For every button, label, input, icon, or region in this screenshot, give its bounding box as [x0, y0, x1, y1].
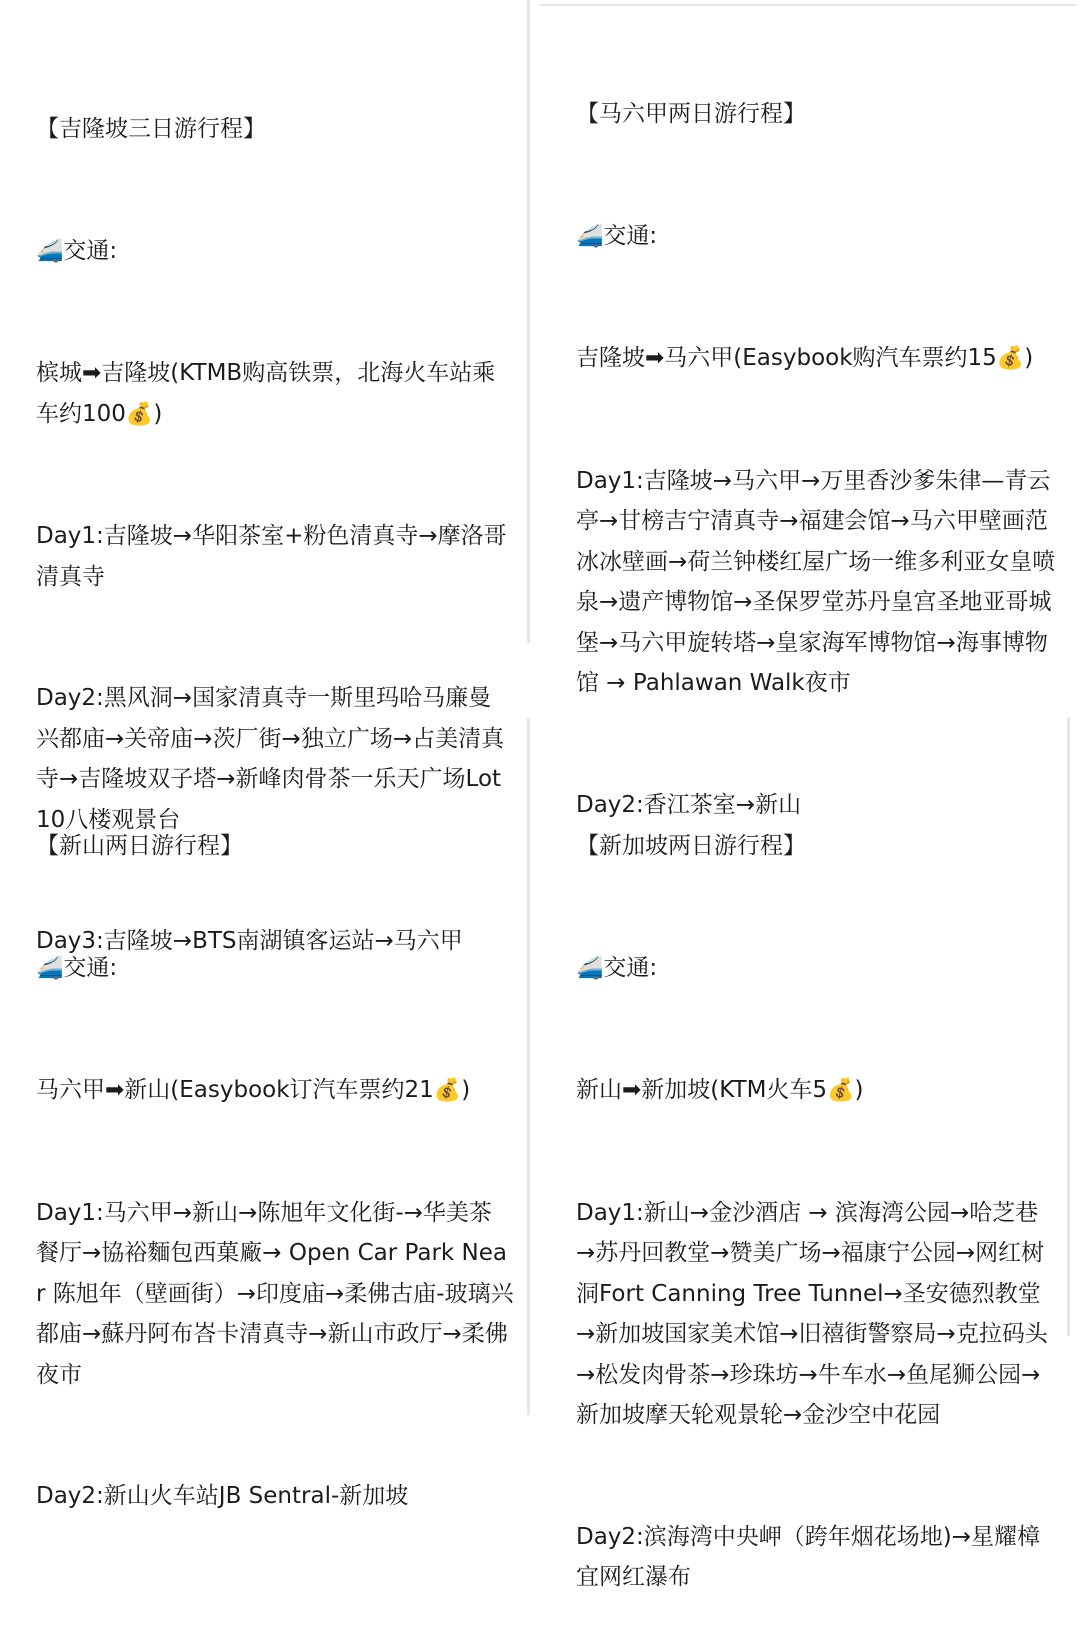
day-1-plan: Day1:新山→金沙酒店 → 滨海湾公园→哈芝巷→苏丹回教堂→赞美广场→福康宁公园→网红树洞Fort Canning Tree Tunnel→圣安德烈教堂→新加坡国家美术馆→旧禧街警察局→克拉码头→松发肉骨茶→珍珠坊→牛车水→鱼尾狮公园→新加坡摩天轮观景轮→金沙空中花园 [576, 1199, 1048, 1428]
money-bag-icon: 💰 [433, 1078, 462, 1103]
transport-label: 交通: [603, 954, 658, 981]
day-1-plan: Day1:马六甲→新山→陈旭年文化街-→华美茶餐厅→協裕麵包西菓廠→ Open Car Park Near 陈旭年（壁画街）→印度庙→柔佛古庙-玻璃兴都庙→蘇丹阿布峇卡清真寺→新山市政厅→柔佛夜市 [36, 1199, 514, 1388]
johor-bahru-itinerary [36, 745, 514, 1557]
transport-label: 交通: [603, 222, 658, 249]
itinerary-title: 【新山两日游行程】 [36, 833, 243, 859]
top-right-edge-line [540, 4, 1076, 6]
bottom-right-edge-divider [1067, 718, 1070, 1336]
train-icon: 🚄 [576, 955, 604, 981]
bottom-center-divider [527, 718, 530, 1415]
money-bag-icon: 💰 [125, 401, 154, 427]
itinerary-title: 【吉隆坡三日游行程】 [36, 116, 266, 142]
route-text: 新山➡新加坡(KTM火车5 [576, 1077, 828, 1103]
transport-route [576, 1070, 1056, 1112]
top-center-divider [527, 0, 530, 643]
transport-label: 交通: [63, 954, 118, 981]
itinerary-title: 【马六甲两日游行程】 [576, 101, 806, 127]
route-suffix: ) [461, 1077, 471, 1103]
train-icon: 🚄 [36, 955, 64, 981]
itinerary-title: 【新加坡两日游行程】 [576, 833, 806, 859]
transport-label: 交通: [63, 237, 118, 264]
train-icon: 🚄 [36, 238, 64, 264]
transport-heading [576, 216, 1056, 258]
route-suffix: ) [854, 1077, 864, 1103]
day-2-plan: Day2:黑风洞→国家清真寺一斯里玛哈马廉曼兴都庙→关帝庙→茨厂街→独立广场→占美清真寺→吉隆坡双子塔→新峰肉骨茶一乐天广场Lot10八楼观景台 [36, 685, 505, 833]
day-1-plan: Day1:吉隆坡→马六甲→万里香沙爹朱律—青云亭→甘榜吉宁清真寺→福建会馆→马六甲壁画范冰冰壁画→荷兰钟楼红屋广场一维多利亚女皇喷泉→遗产博物馆→圣保罗堂苏丹皇宫圣地亚哥城堡→马六甲旋转塔→皇家海军博物馆→海事博物馆 → Pahlawan Walk夜市 [576, 467, 1056, 696]
transport-route [36, 353, 514, 435]
transport-route [576, 338, 1056, 380]
route-suffix: ) [153, 400, 163, 427]
train-icon: 🚄 [576, 223, 604, 249]
route-text: 马六甲➡新山(Easybook订汽车票约21 [36, 1077, 434, 1103]
day-2-plan: Day2:新山火车站JB Sentral-新加坡 [36, 1483, 409, 1509]
day-2-plan: Day2:滨海湾中央岬（跨年烟花场地)→星耀樟宜网红瀑布 [576, 1523, 1041, 1590]
malacca-itinerary [576, 13, 1056, 866]
route-suffix: ) [1024, 345, 1034, 371]
day-2-plan: Day2:香江茶室→新山 [576, 791, 802, 818]
route-text: 槟城➡吉隆坡(KTMB购高铁票，北海火车站乘车约100 [36, 360, 496, 427]
transport-heading [36, 948, 514, 990]
money-bag-icon: 💰 [827, 1078, 855, 1103]
money-bag-icon: 💰 [996, 346, 1025, 371]
day-3-plan: Day3:吉隆坡→BTS南湖镇客运站→马六甲 [36, 928, 463, 954]
day-1-plan: Day1:吉隆坡→华阳茶室+粉色清真寺→摩洛哥清真寺 [36, 523, 507, 590]
transport-route [36, 1070, 514, 1112]
route-text: 吉隆坡➡马六甲(Easybook购汽车票约15 [576, 345, 997, 371]
transport-heading [36, 231, 514, 273]
transport-heading [576, 948, 1056, 990]
singapore-itinerary [576, 745, 1056, 1638]
